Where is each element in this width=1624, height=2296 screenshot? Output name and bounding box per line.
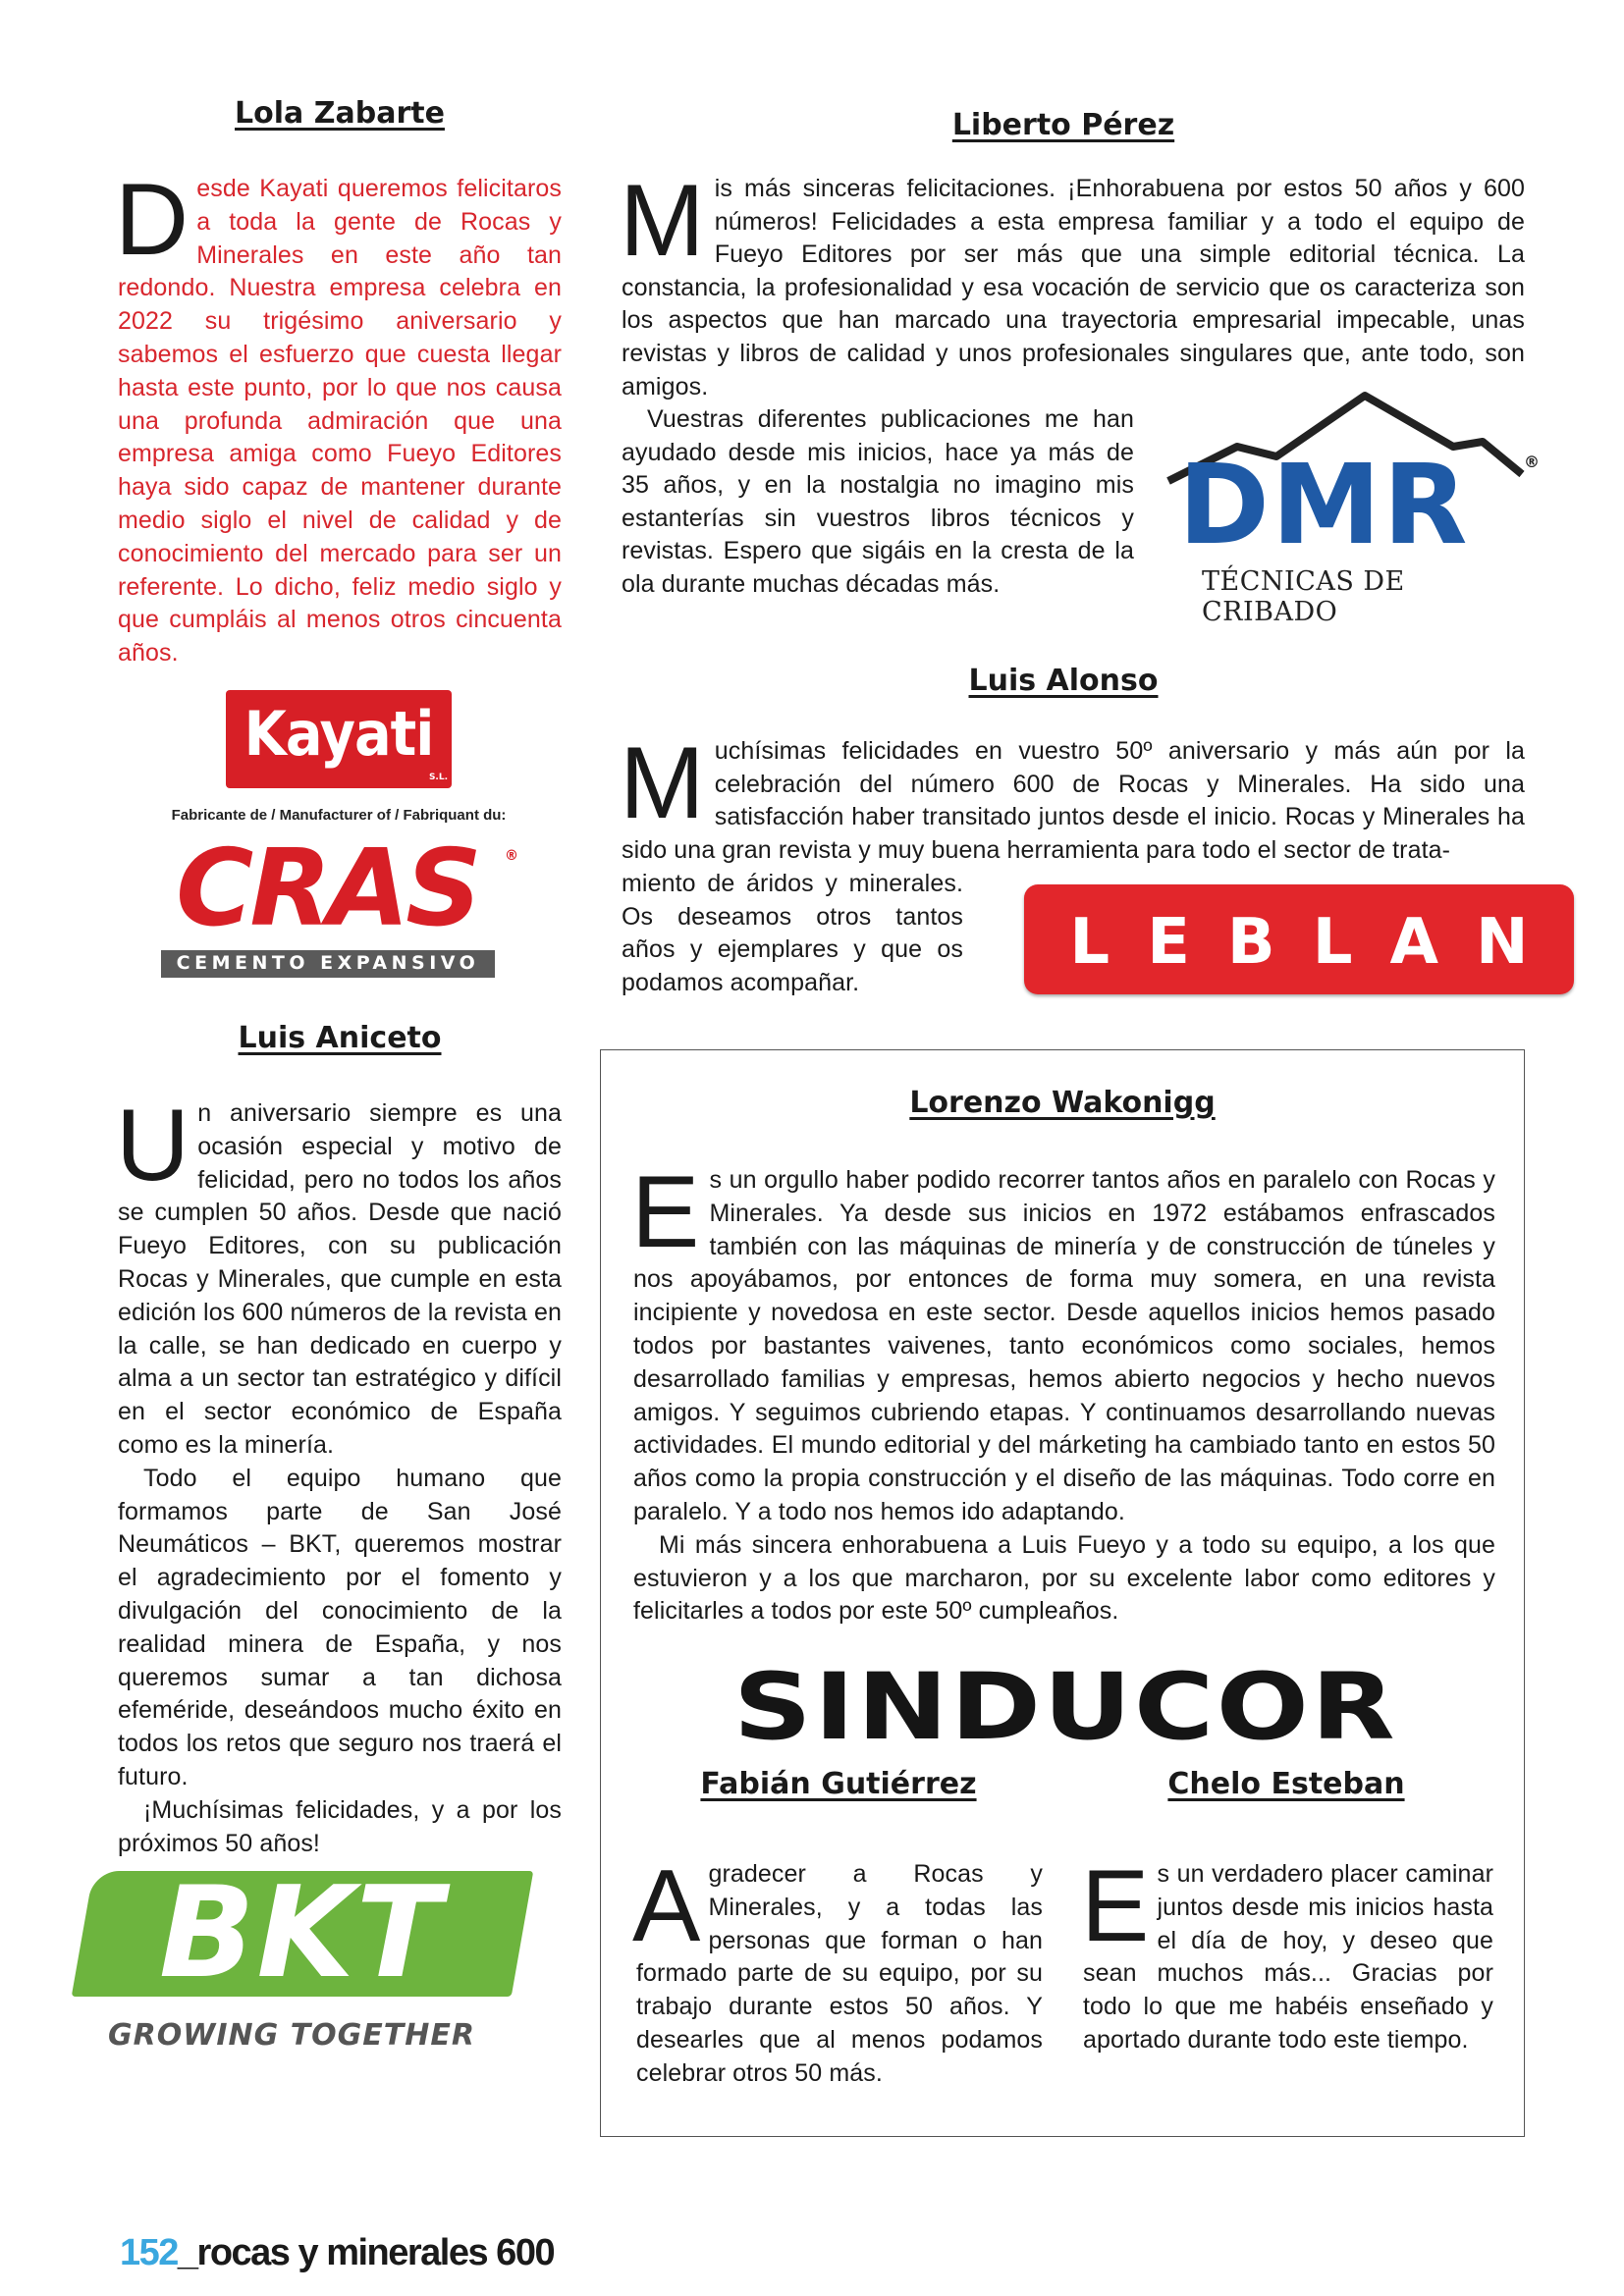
bkt-tagline: GROWING TOGETHER	[108, 2018, 475, 2053]
leblan-logo-name: LEBLAN	[1069, 906, 1566, 979]
dropcap-e: E	[1081, 1849, 1150, 1963]
dropcap-d: D	[115, 163, 189, 277]
article-text: esde Kayati queremos felicitaros a toda la gente de Rocas y Minerales en este año tan redondo. Nuestra empresa celebra en 2022 su trigésimo aniversario y sabemos el esfuerzo que cuesta llegar hasta este punto, por lo que nos causa una profunda admiración que una empresa amiga como Fueyo Editores haya sido capaz de mantener durante medio siglo el nivel de calidad y de conocimiento del mercado para ser un referente. Lo dicho, feliz medio siglo y que cumpláis al menos otros cincuenta años.	[118, 175, 562, 667]
cras-logo-name: CRAS	[176, 828, 478, 950]
article-fabian-gutierrez	[632, 1849, 1043, 2091]
author-luis-aniceto: Luis Aniceto	[238, 1021, 442, 1055]
article-liberto-perez	[620, 164, 1525, 403]
kayati-tagline: Fabricante de / Manufacturer of / Fabriquant du:	[171, 807, 507, 824]
dmr-tagline: TÉCNICAS DE CRIBADO	[1202, 566, 1405, 627]
article-paragraph-1: uchísimas felicidades en vuestro 50º aniversario y más aún por la celebración del número 600 de Rocas y Minerales. Ha sido una satisfacción haber transitado juntos desde el inicio. Rocas y Minerales ha sido una gran revista y muy buena herramienta para todo el sector de trata-	[622, 737, 1525, 864]
article-luis-alonso-p2: miento de áridos y minerales. Os deseamos otros tantos años y ejemplares y que os podamos acompañar.	[622, 870, 963, 996]
article-liberto-perez-p2: Vuestras diferentes publicaciones me han ayudado desde mis inicios, hace ya más de 35 años, y en la nostalgia no imagino mis estanterías sin vuestros libros técnicos y revistas. Espero que sigáis en la cresta de la ola durante muchas décadas más.	[622, 405, 1134, 598]
article-lola-zabarte	[115, 163, 562, 670]
dmr-logo-name: DMR	[1178, 442, 1470, 569]
article-paragraph-1: s un orgullo haber podido recorrer tantos años en paralelo con Rocas y Minerales. Ya desde sus inicios en 1972 estábamos enfrascados también con las máquinas de minería y de construcción de túneles y nos apoyábamos, por entonces de forma muy somera, en una revista incipiente y novedosa en este sector. Desde aquellos inicios hemos pasado todos por bastantes vaivenes, tanto económicos como sociales, hemos desarrollado familias y empresas, hemos abierto negocios y hecho nuevos amigos. Y seguimos cubriendo etapas. Y continuamos desarrollando nuevas actividades. El mundo editorial y del márketing ha cambiado tanto en estos 50 años como la propia construcción y el diseño de las máquinas. Todo corre en paralelo. Y a todo nos hemos ido adaptando.	[633, 1166, 1495, 1525]
author-luis-alonso: Luis Alonso	[968, 664, 1159, 698]
kayati-logo-name: Kayati	[244, 698, 434, 770]
bkt-logo-name: BKT	[158, 1860, 445, 2006]
article-paragraph-1: n aniversario siempre es una ocasión especial y motivo de felicidad, pero no todos los años se cumplen 50 años. Desde que nació Fueyo Editores, con su publicación Rocas y Minerales, que cumple en esta edición los 600 números de la revista en la calle, se han dedicado en cuerpo y alma a un sector tan estratégico y difícil en el sector económico de España como es la minería.	[118, 1099, 562, 1459]
kayati-logo	[226, 690, 452, 788]
article-chelo-esteban	[1081, 1849, 1493, 2057]
article-text: s un verdadero placer caminar juntos desde mis inicios hasta el día de hoy, y deseo que sean muchos más... Gracias por todo lo que me habéis enseñado y aportado durante todo este tiempo.	[1083, 1860, 1493, 2054]
dropcap-e: E	[631, 1155, 700, 1269]
author-lola-zabarte: Lola Zabarte	[235, 96, 445, 131]
dropcap-m: M	[620, 726, 705, 840]
sinducor-logo-name: SINDUCOR	[732, 1654, 1398, 1761]
dmr-logo	[1159, 388, 1542, 627]
article-paragraph-1: is más sinceras felicitaciones. ¡Enhorabuena por estos 50 años y 600 números! Felicidades a esta empresa familiar y a todo el equipo de Fueyo Editores por ser más que una simple editorial técnica. La constancia, la profesionalidad y esa vocación de servicio que os caracteriza son los aspectos que han marcado una trayectoria empresarial impecable, unas revistas y libros de calidad y unos profesionales singulares que, ante todo, son amigos.	[622, 175, 1525, 400]
sinducor-logo	[727, 1654, 1404, 1761]
bkt-logo	[81, 1860, 522, 2067]
leblan-logo	[1024, 884, 1574, 994]
cras-tagline-bar	[161, 950, 495, 978]
cras-registered-mark: ®	[505, 848, 518, 864]
article-luis-alonso	[620, 726, 1525, 867]
article-luis-aniceto	[116, 1089, 562, 1860]
cras-tagline: CEMENTO EXPANSIVO	[176, 952, 480, 974]
article-text: gradecer a Rocas y Minerales, y a todas las personas que forman o han formado parte de su equipo, por su trabajo durante estos 50 años. Y desearles que al menos podamos celebrar otros 50 más.	[636, 1860, 1043, 2087]
dropcap-a: A	[632, 1849, 701, 1963]
article-lorenzo-wakonigg	[631, 1155, 1495, 1629]
dropcap-m: M	[620, 164, 705, 278]
publication-name: _rocas y minerales 600	[177, 2232, 555, 2273]
dmr-registered-mark: ®	[1524, 453, 1540, 471]
article-paragraph-2: Mi más sincera enhorabuena a Luis Fueyo y a todo su equipo, a los que estuvieron y a los que marcharon, por su excelente labor como editores y felicitarles a todos por este 50º cumpleaños.	[633, 1530, 1495, 1626]
author-chelo-esteban: Chelo Esteban	[1167, 1767, 1405, 1801]
author-liberto-perez: Liberto Pérez	[951, 108, 1175, 142]
cras-logo	[155, 828, 518, 982]
article-paragraph-2: Todo el equipo humano que formamos parte de San José Neumáticos – BKT, queremos mostrar el agradecimiento por el fomento y divulgación del conocimiento de la realidad minera de España, y nos queremos sumar a tan dichosa efeméride, deseándoos mucho éxito en todos los retos que seguro nos traerá el futuro.	[118, 1464, 562, 1790]
kayati-logo-suffix: S.L.	[428, 773, 448, 782]
page-footer	[120, 2232, 554, 2274]
page-number: 152	[120, 2232, 178, 2273]
article-paragraph-3: ¡Muchísimas felicidades, y a por los próximos 50 años!	[118, 1795, 562, 1857]
author-fabian-gutierrez: Fabián Gutiérrez	[700, 1767, 977, 1801]
dropcap-u: U	[116, 1089, 190, 1202]
author-lorenzo-wakonigg: Lorenzo Wakonigg	[909, 1086, 1216, 1120]
